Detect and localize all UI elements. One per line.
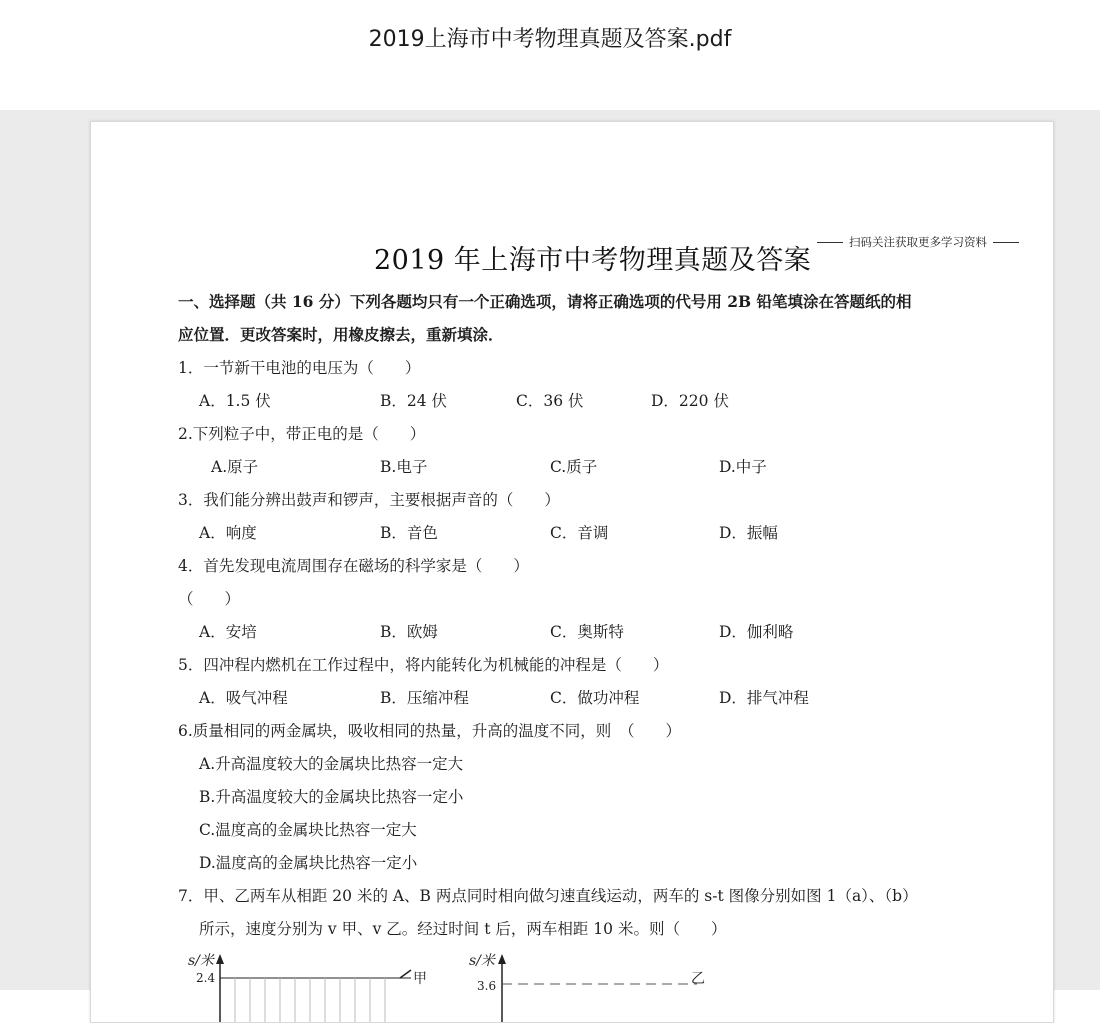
pdf-viewer[interactable] [0,110,1100,993]
q4-option-c: C．奥斯特 [550,623,624,641]
q3-option-b: B．音色 [380,524,438,542]
section1-line2: 应位置．更改答案时，用橡皮擦去，重新填涂． [178,325,504,344]
q2-option-c: C.质子 [550,458,598,476]
q7-stem-line2: 所示，速度分别为 v 甲、v 乙。经过时间 t 后，两车相距 10 米。则（ ） [199,920,727,938]
qr-note-text: 扫码关注获取更多学习资料 [849,235,987,249]
q4-option-b: B．欧姆 [380,623,438,641]
file-title: 2019上海市中考物理真题及答案.pdf [368,27,732,52]
q4-option-d: D．伽利略 [719,623,794,641]
q1-option-c: C．36 伏 [516,392,584,410]
q1-stem: 1．一节新干电池的电压为（ ） [178,359,421,377]
q6-option-c: C.温度高的金属块比热容一定大 [199,821,417,839]
q4-option-a: A．安培 [199,623,257,641]
q2-option-d: D.中子 [719,458,767,476]
q4-stem: 4．首先发现电流周围存在磁场的科学家是（ ） [178,557,529,575]
q6-stem: 6.质量相同的两金属块，吸收相同的热量，升高的温度不同，则 （ ） [178,722,682,740]
q1-option-d: D．220 伏 [651,392,729,410]
pdf-page [90,121,1054,1023]
q6-option-b: B.升高温度较大的金属块比热容一定小 [199,788,464,806]
q2-option-a: A.原子 [211,458,259,476]
section1-line1: 一、选择题（共 16 分）下列各题均只有一个正确选项，请将正确选项的代号用 2B 铅笔填涂在答题纸的相 [178,292,912,311]
document-title: 2019 年上海市中考物理真题及答案 [374,245,812,276]
dash-left [817,242,843,243]
q2-stem: 2.下列粒子中，带正电的是（ ） [178,425,426,443]
graph-b-name: 乙 [691,971,705,987]
q3-option-d: D．振幅 [719,524,778,542]
q1-option-a: A．1.5 伏 [199,392,271,410]
graph-a-ylabel: s/米 [188,953,214,969]
q5-option-b: B．压缩冲程 [380,689,469,707]
q3-stem: 3．我们能分辨出鼓声和锣声，主要根据声音的（ ） [178,491,560,509]
q6-option-d: D.温度高的金属块比热容一定小 [199,854,418,872]
q5-option-c: C．做功冲程 [550,689,640,707]
q5-stem: 5．四冲程内燃机在工作过程中，将内能转化为机械能的冲程是（ ） [178,656,669,674]
graph-a-name: 甲 [413,971,427,987]
dash-right [993,242,1019,243]
graph-a-axes [215,954,425,1022]
q6-option-a: A.升高温度较大的金属块比热容一定大 [199,755,464,773]
q7-stem-line1: 7．甲、乙两车从相距 20 米的 A、B 两点同时相向做匀速直线运动，两车的 s-t 图像分别如图 1（a）、（b） [178,887,918,905]
q3-option-a: A．响度 [199,524,257,542]
graph-b-ylabel: s/米 [469,953,495,969]
file-header [0,0,1100,110]
qr-note [811,234,1025,250]
q5-option-d: D．排气冲程 [719,689,809,707]
graph-b-axes [497,954,707,1022]
q5-option-a: A．吸气冲程 [199,689,288,707]
graph-a-tick: 2.4 [196,971,216,985]
q2-option-b: B.电子 [380,458,428,476]
q3-option-c: C．音调 [550,524,609,542]
q1-option-b: B．24 伏 [380,392,448,410]
graph-b-tick: 3.6 [477,979,497,993]
q4-extra: （ ） [178,590,241,608]
